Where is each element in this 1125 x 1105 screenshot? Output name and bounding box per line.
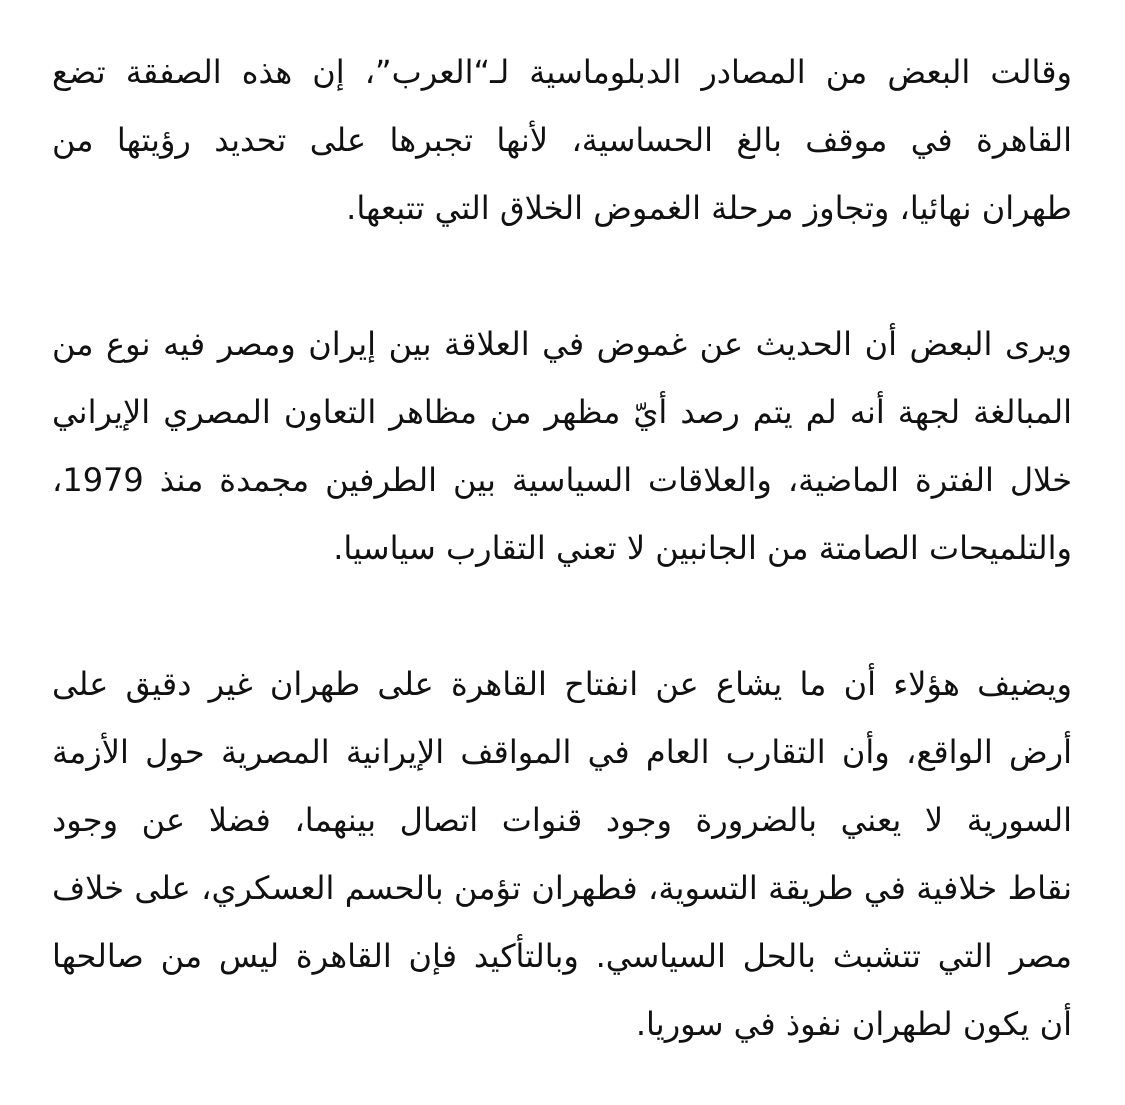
text-line: خلال الفترة الماضية، والعلاقات السياسية بين الطرفين مجمدة منذ 1979، <box>52 461 1072 499</box>
paragraph-3 <box>52 650 1072 1058</box>
text-line: طهران نهائيا، وتجاوز مرحلة الغموض الخلاق التي تتبعها. <box>346 189 1072 227</box>
text-line: أن يكون لطهران نفوذ في سوريا. <box>635 1005 1072 1043</box>
text-line: وقالت البعض من المصادر الدبلوماسية لـ“العرب”، إن هذه الصفقة تضع <box>52 53 1072 91</box>
text-line: المبالغة لجهة أنه لم يتم رصد أيّ مظهر من مظاهر التعاون المصري الإيراني <box>52 393 1072 431</box>
text-line: القاهرة في موقف بالغ الحساسية، لأنها تجبرها على تحديد رؤيتها من <box>52 121 1072 159</box>
article-body <box>52 38 1072 1058</box>
text-line: نقاط خلافية في طريقة التسوية، فطهران تؤمن بالحسم العسكري، على خلاف <box>52 869 1072 907</box>
text-line: مصر التي تتشبث بالحل السياسي. وبالتأكيد فإن القاهرة ليس من صالحها <box>52 937 1072 975</box>
text-line: أرض الواقع، وأن التقارب العام في المواقف الإيرانية المصرية حول الأزمة <box>52 733 1072 771</box>
text-line: والتلميحات الصامتة من الجانبين لا تعني التقارب سياسيا. <box>333 529 1072 567</box>
text-line: السورية لا يعني بالضرورة وجود قنوات اتصال بينهما، فضلا عن وجود <box>52 801 1072 839</box>
paragraph-1 <box>52 38 1072 242</box>
paragraph-2 <box>52 310 1072 582</box>
text-line: ويضيف هؤلاء أن ما يشاع عن انفتاح القاهرة على طهران غير دقيق على <box>52 665 1072 703</box>
text-line: ويرى البعض أن الحديث عن غموض في العلاقة بين إيران ومصر فيه نوع من <box>52 325 1072 363</box>
